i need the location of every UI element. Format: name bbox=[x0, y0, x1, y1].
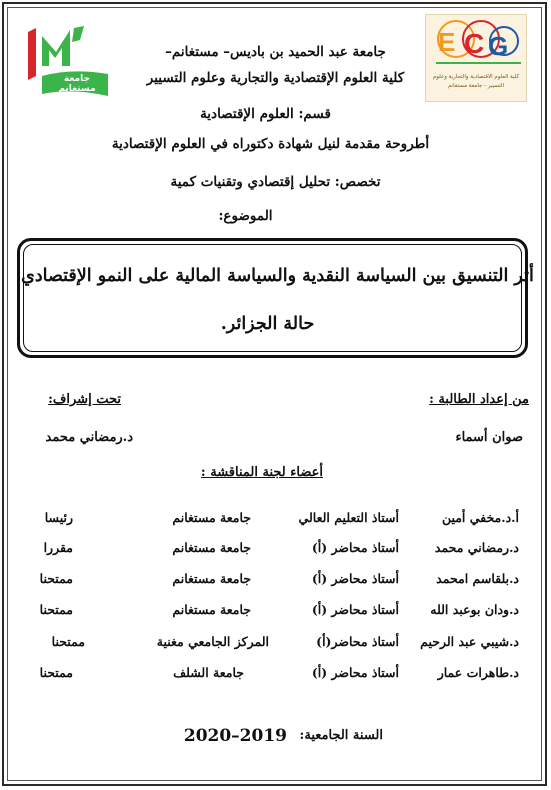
member-institution: جامعة مستغانم bbox=[172, 510, 251, 525]
member-rank: أستاذ محاضر(أ) bbox=[316, 634, 399, 649]
committee-label: أعضاء لجنة المناقشة : bbox=[200, 465, 323, 480]
svg-text:C: C bbox=[464, 28, 485, 59]
member-institution: المركز الجامعي مغنية bbox=[156, 634, 269, 649]
specialty: تخصص: تحليل إقتصادي وتقنيات كمية bbox=[170, 174, 381, 190]
svg-text:G: G bbox=[488, 31, 509, 61]
member-institution: جامعة مستغانم bbox=[172, 571, 251, 586]
member-role: ممتحنا bbox=[39, 665, 73, 680]
topic-box bbox=[17, 238, 528, 358]
member-rank: أستاذ التعليم العالي bbox=[298, 510, 399, 525]
thesis-title-line1: أثر التنسيق بين السياسة النقدية والسياسة المالية على النمو الإقتصادي bbox=[21, 266, 534, 286]
topic-label: الموضوع: bbox=[218, 208, 273, 224]
member-role: مقررا bbox=[43, 540, 73, 555]
member-name: أ.د.مخفي أمين bbox=[441, 510, 519, 525]
supervisor-label: تحت إشراف: bbox=[48, 392, 121, 407]
member-institution: جامعة مستغانم bbox=[172, 602, 251, 617]
member-rank: أستاذ محاضر (أ) bbox=[311, 602, 399, 617]
student-label: من إعداد الطالبة : bbox=[429, 392, 529, 407]
member-role: ممتحنا bbox=[51, 634, 85, 649]
member-role: رئيسا bbox=[44, 510, 73, 525]
member-name: د.بلقاسم امحمد bbox=[436, 571, 519, 586]
academic-year-label: السنة الجامعية: bbox=[299, 728, 383, 743]
member-institution: جامعة مستغانم bbox=[172, 540, 251, 555]
faculty-name: كلية العلوم الإقتصادية والتجارية وعلوم التسيير bbox=[146, 70, 405, 86]
member-rank: أستاذ محاضر (أ) bbox=[311, 571, 399, 586]
university-logo bbox=[22, 22, 114, 98]
department-name: قسم: العلوم الإقتصادية bbox=[200, 106, 331, 122]
student-name: صوان أسماء bbox=[455, 430, 523, 445]
thesis-title-line2: حالة الجزائر. bbox=[220, 314, 315, 334]
supervisor-name: د.رمضاني محمد bbox=[45, 430, 133, 445]
member-name: د.شيبي عبد الرحيم bbox=[420, 634, 519, 649]
university-name: جامعة عبد الحميد بن باديس– مستغانم– bbox=[165, 44, 386, 60]
svg-text:E: E bbox=[438, 27, 456, 57]
member-name: د.ودان بوعبد الله bbox=[430, 602, 519, 617]
member-rank: أستاذ محاضر (أ) bbox=[311, 540, 399, 555]
university-logo-text: جامعة مستغانم bbox=[58, 74, 96, 94]
member-institution: جامعة الشلف bbox=[173, 665, 244, 680]
member-name: د.طاهرات عمار bbox=[437, 665, 519, 680]
thesis-degree: أطروحة مقدمة لنيل شهادة دكتوراه في العلوم الإقتصادية bbox=[111, 136, 430, 152]
member-role: ممتحنا bbox=[39, 571, 73, 586]
member-rank: أستاذ محاضر (أ) bbox=[311, 665, 399, 680]
member-role: ممتحنا bbox=[39, 602, 73, 617]
faculty-logo-text: كلية العلوم الاقتصادية والتجارية وعلوم التسيير - جامعة مستغانم bbox=[432, 74, 520, 89]
member-name: د.رمضاني محمد bbox=[434, 540, 519, 555]
academic-year-value: 2020–2019 bbox=[183, 726, 287, 746]
